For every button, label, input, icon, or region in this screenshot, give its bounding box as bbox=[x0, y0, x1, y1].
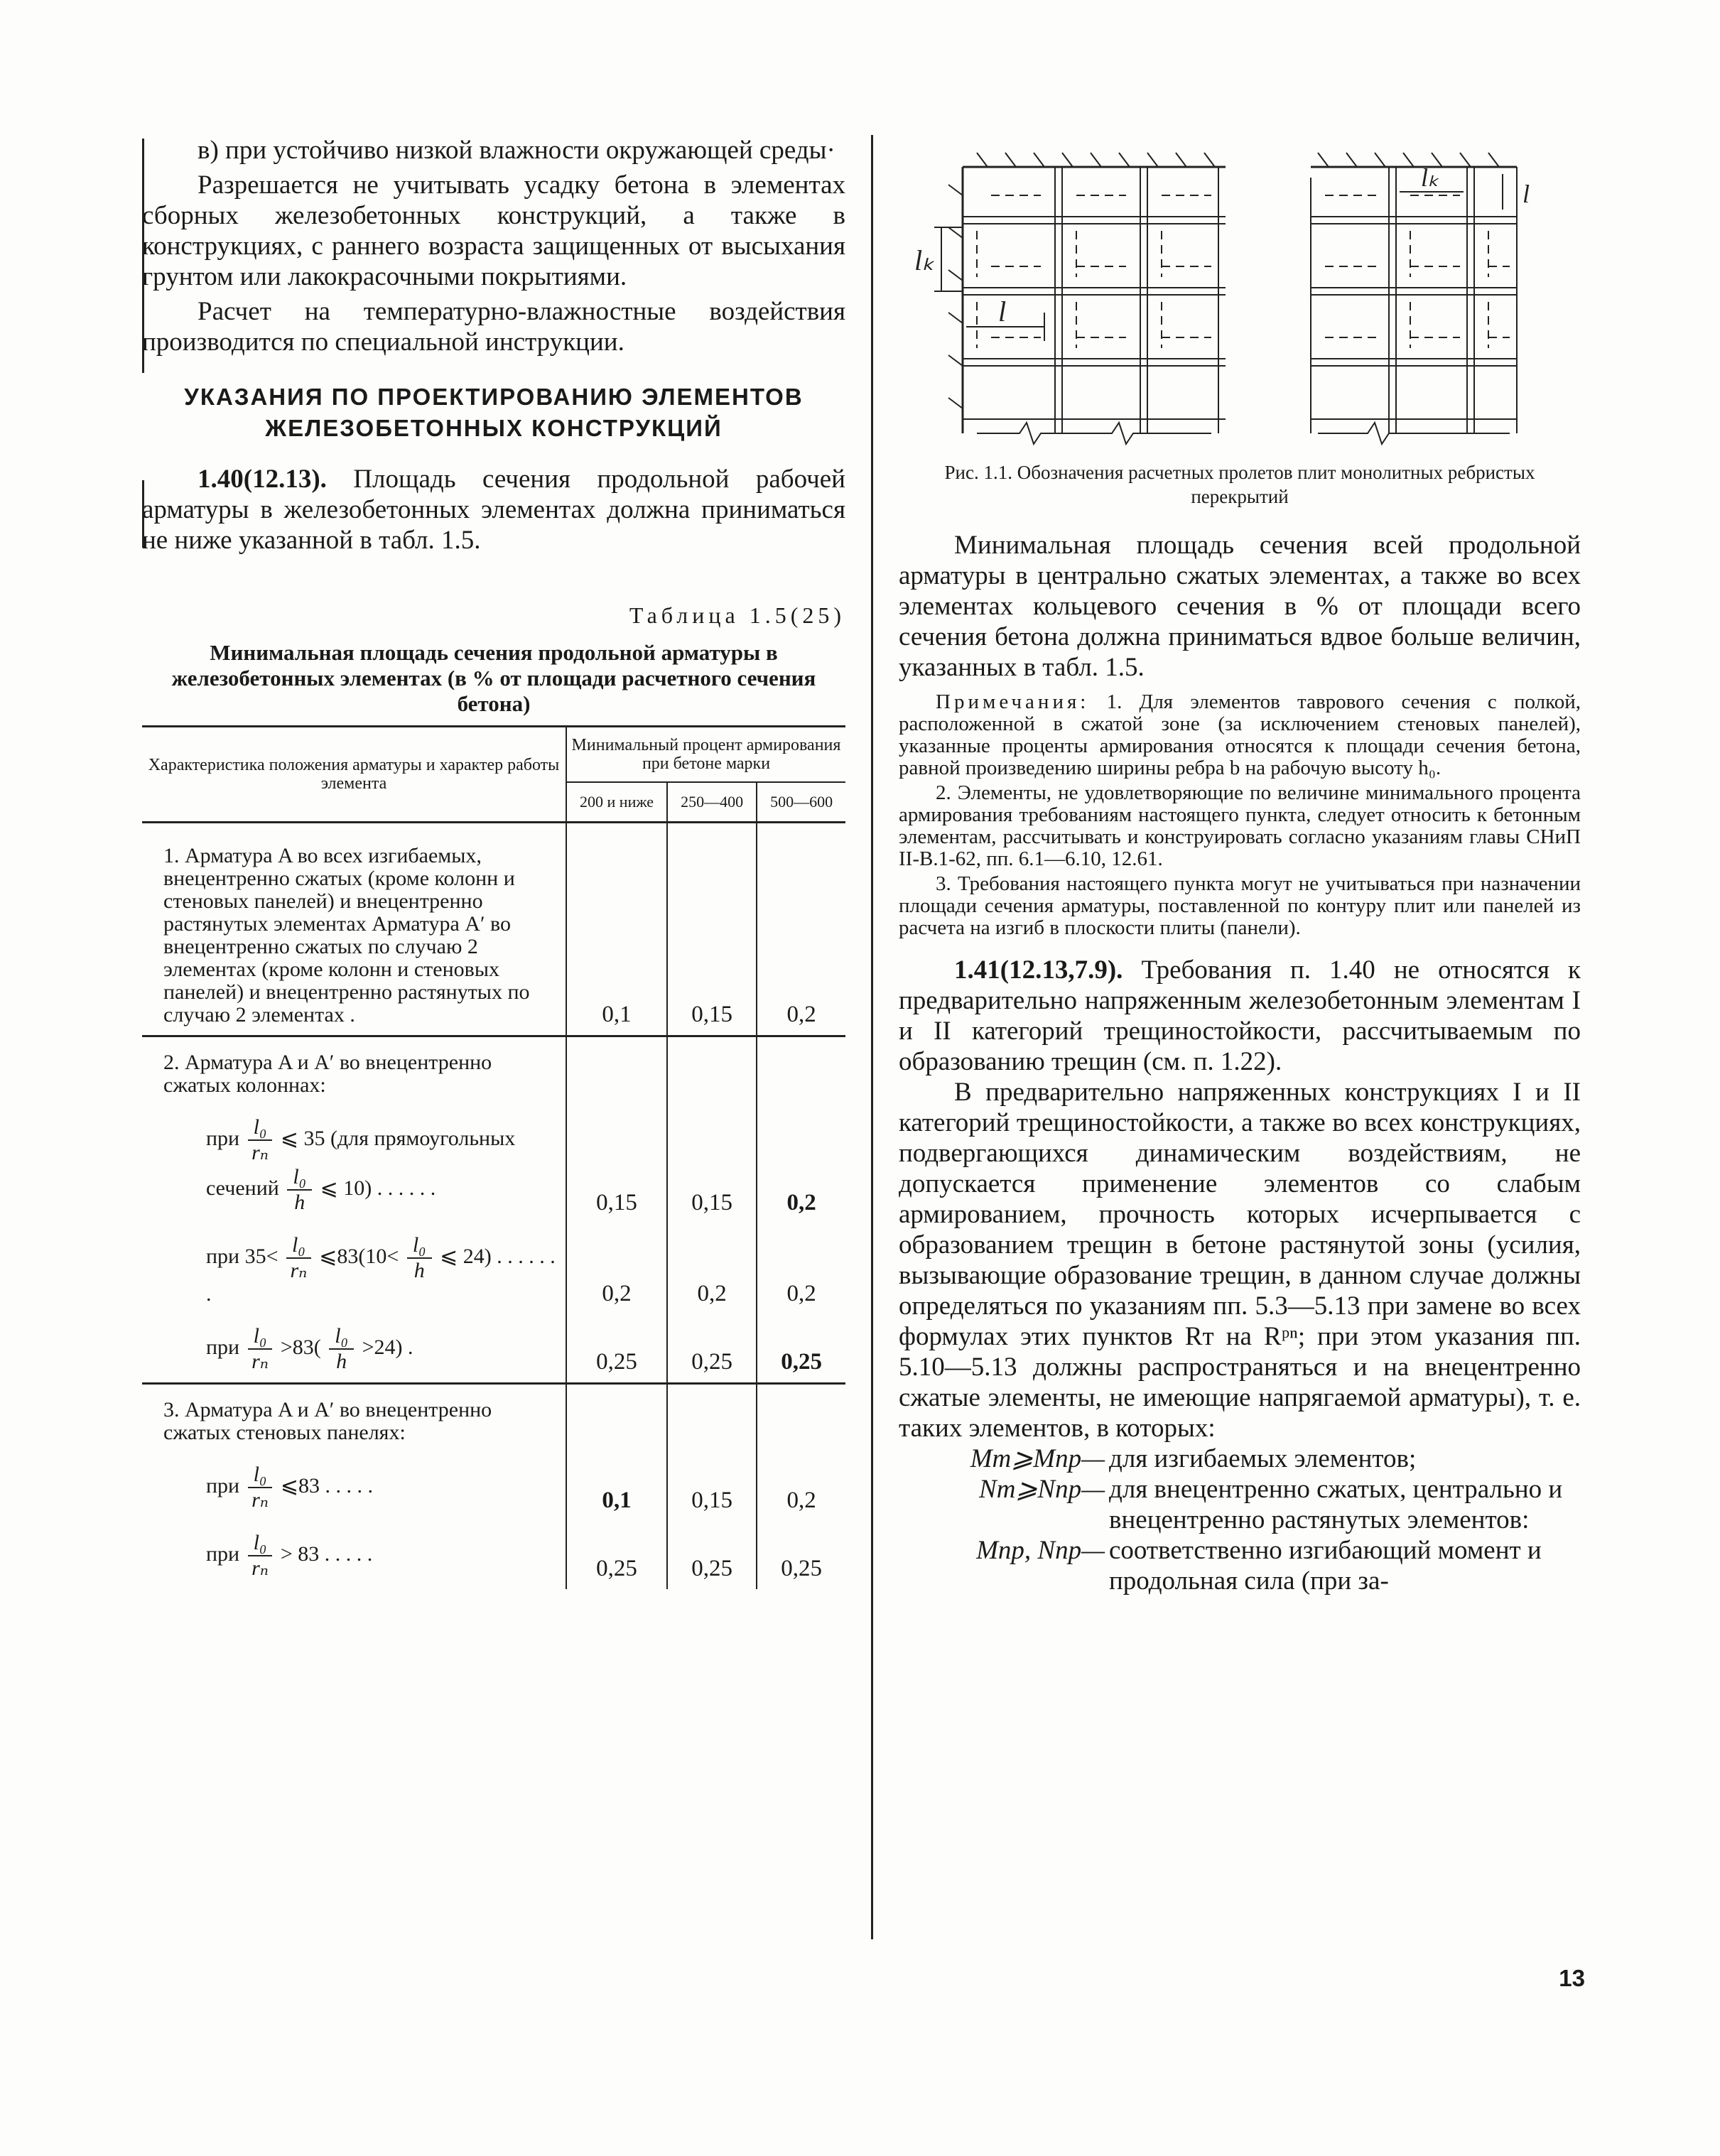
table-title: Минимальная площадь сечения продольной арматуры в железобетонных элементах (в % от площади расчетного сечения бетона) bbox=[171, 640, 816, 716]
table-row bbox=[142, 823, 845, 1036]
table-cell: 0,25 bbox=[667, 1314, 757, 1384]
table-cell: 0,25 bbox=[781, 1349, 822, 1375]
row-condition: при $\frac{\text{l₀}}{\text{rₙ}}$ ⩽83 . . . . . bbox=[142, 1453, 566, 1521]
table-cell: 0,2 bbox=[786, 1190, 816, 1215]
notes-heading: Примечания: bbox=[936, 690, 1090, 713]
table-row bbox=[142, 1384, 845, 1453]
figure-1-1 bbox=[899, 135, 1581, 448]
label-lk: lₖ bbox=[914, 244, 935, 276]
paragraph: Разрешается не учитывать усадку бетона в элементах сборных железобетонных конструкций, а также в конструкциях, с раннего возраста защищенных от высыхания грунтом или лакокрасочными покрытиями. bbox=[142, 170, 845, 291]
section-heading: УКАЗАНИЯ ПО ПРОЕКТИРОВАНИЮ ЭЛЕМЕНТОВ ЖЕЛЕЗОБЕТОННЫХ КОНСТРУКЦИЙ bbox=[184, 384, 804, 441]
table-cell: 0,15 bbox=[566, 1105, 667, 1223]
reinforcement-table bbox=[142, 725, 845, 1589]
header-grade-200: 200 и ниже bbox=[566, 782, 667, 823]
table-row bbox=[142, 1105, 845, 1223]
definition-text: соответственно изгибающий момент и продольная сила (при за- bbox=[1109, 1536, 1542, 1596]
table-cell: 0,15 bbox=[667, 823, 757, 1036]
table-cell: 0,1 bbox=[566, 1453, 667, 1521]
definition-row bbox=[899, 1443, 1581, 1474]
table-row bbox=[142, 1223, 845, 1314]
row-condition: при 35< $\frac{\text{l₀}}{\text{rₙ}}$ ⩽83(10< $\frac{\text{l₀}}{h}$ ⩽ 24) . . . . . . . bbox=[142, 1223, 566, 1314]
table-cell: 0,2 bbox=[786, 1281, 816, 1306]
row-condition: при $\frac{\text{l₀}}{\text{rₙ}}$ > 83 . . . . . bbox=[142, 1521, 566, 1589]
table-cell: 0,1 bbox=[566, 823, 667, 1036]
figure-caption: Рис. 1.1. Обозначения расчетных пролетов плит монолитных ребристых перекрытий bbox=[944, 462, 1535, 507]
notes bbox=[899, 691, 1581, 939]
table-caption: Таблица 1.5(25) bbox=[629, 602, 845, 628]
clause-text: Площадь сечения продольной рабочей арматуры в железобетонных элементах должна приниматься не ниже указанной в табл. 1.5. bbox=[142, 465, 845, 555]
clause-number: 1.40(12.13). bbox=[198, 465, 327, 494]
slab-plan-drawing bbox=[899, 135, 1581, 448]
right-column bbox=[899, 135, 1581, 1596]
row-description: 3. Арматура A и A′ во внецентренно сжатых стеновых панелях: bbox=[142, 1384, 566, 1453]
paragraph: Минимальная площадь сечения всей продольной арматуры в центрально сжатых элементах, а также во всех элементах кольцевого сечения в % от площади всего сечения бетона должна приниматься вдвое больше величин, указанных в табл. 1.5. bbox=[899, 531, 1581, 682]
fraction: $\frac{\text{l₀}}{\text{rₙ}}$ bbox=[248, 1463, 273, 1512]
fraction: $\frac{\text{l₀}}{h}$ bbox=[287, 1165, 312, 1215]
table-cell: 0,25 bbox=[667, 1521, 757, 1589]
table-row bbox=[142, 1036, 845, 1106]
paragraph: В предварительно напряженных конструкциях I и II категорий трещиностойкости, а также во всех конструкциях, подвергающихся динамическим воздействиям, не допускается применение элементов со слабым армированием, прочность которых исчерпывается с образованием трещин в бетоне растянутой зоны (усилия, вызывающие образование трещин, в данном случае должны определяться по указаниям пп. 5.3—5.13 при замене во всех формулах этих пунктов Rт на Rᵖⁿ; при этом указания пп. 5.10—5.13 должны распространяться и на внецентренно сжатые элементы, не имеющие напрягаемой арматуры), т. е. таких элементов, в которых: bbox=[899, 1078, 1581, 1443]
note-3: 3. Требования настоящего пункта могут не учитываться при назначении площади сечения арматуры, поставленной по контуру плит или панелей из расчета на изгиб в плоскости плиты (панели). bbox=[899, 872, 1581, 939]
paragraph: Расчет на температурно-влажностные воздействия производится по специальной инструкции. bbox=[142, 297, 845, 357]
fraction: $\frac{\text{l₀}}{\text{rₙ}}$ bbox=[286, 1233, 311, 1283]
definition-term: Mпр, Nпр— bbox=[976, 1536, 1105, 1565]
row-description: 2. Арматура A и A′ во внецентренно сжатых колоннах: bbox=[142, 1036, 566, 1106]
row-condition: при $\frac{\text{l₀}}{\text{rₙ}}$ >83( $\frac{\text{l₀}}{h}$ >24) . bbox=[142, 1314, 566, 1384]
label-lk: lₖ bbox=[1421, 163, 1439, 192]
table-cell: 0,15 bbox=[667, 1453, 757, 1521]
definition-row bbox=[899, 1474, 1581, 1535]
clause-1-41 bbox=[899, 955, 1581, 1077]
fraction: $\frac{\text{l₀}}{\text{rₙ}}$ bbox=[248, 1115, 273, 1165]
definition-text: для изгибаемых элементов; bbox=[1109, 1444, 1417, 1473]
header-grade-250-400: 250—400 bbox=[667, 782, 757, 823]
table-cell: 0,2 bbox=[667, 1223, 757, 1314]
header-characteristic: Характеристика положения арматуры и характер работы элемента bbox=[142, 727, 566, 823]
table-cell: 0,2 bbox=[786, 1488, 816, 1513]
clause-1-40 bbox=[142, 464, 845, 556]
fraction: $\frac{\text{l₀}}{\text{rₙ}}$ bbox=[248, 1531, 273, 1581]
paragraph: в) при устойчиво низкой влажности окружающей среды· bbox=[198, 136, 835, 165]
fraction: $\frac{\text{l₀}}{h}$ bbox=[407, 1233, 432, 1283]
row-description: 1. Арматура A во всех изгибаемых, внецентренно сжатых (кроме колонн и стеновых панелей) и внецентренно растянутых элементах Арматура A′ во внецентренно сжатых по случаю 2 элементах (кроме колонн и стеновых панелей) и внецентренно растянутых по случаю 2 элементах . bbox=[142, 823, 566, 1036]
note-1: Примечания: 1. Для элементов таврового сечения с полкой, расположенной в сжатой зоне (за исключением стеновых панелей), указанные проценты армирования относятся к площади сечения бетона, равной произведению ширины ребра b на рабочую высоту h₀. bbox=[899, 690, 1581, 779]
fraction: $\frac{\text{l₀}}{\text{rₙ}}$ bbox=[248, 1324, 273, 1374]
clause-text: Требования п. 1.40 не относятся к предварительно напряженным железобетонным элементам I и II категорий трещиностойкости, рассчитываемым по образованию трещин (см. п. 1.22). bbox=[899, 955, 1581, 1076]
note-2: 2. Элементы, не удовлетворяющие по величине минимального процента армирования требованиям настоящего пункта, следует относить к бетонным элементам, рассчитывать и конструировать согласно указаниям главы СНиП II-В.1-62, пп. 6.1—6.10, 12.61. bbox=[899, 781, 1581, 870]
table-cell: 0,25 bbox=[566, 1521, 667, 1589]
table-cell: 0,25 bbox=[566, 1314, 667, 1384]
table-cell: 0,15 bbox=[667, 1105, 757, 1223]
table-cell: 0,2 bbox=[786, 1002, 816, 1027]
definition-text: для внецентренно сжатых, центрально и внецентренно растянутых элементов: bbox=[1109, 1475, 1563, 1534]
column-rule bbox=[871, 135, 873, 1939]
table-row bbox=[142, 1314, 845, 1384]
table-row bbox=[142, 1521, 845, 1589]
fraction: $\frac{\text{l₀}}{h}$ bbox=[329, 1324, 354, 1374]
definition-row bbox=[899, 1535, 1581, 1596]
clause-number: 1.41(12.13,7.9). bbox=[954, 955, 1123, 985]
row-condition: при $\frac{\text{l₀}}{\text{rₙ}}$ ⩽ 35 (для прямоугольных сечений $\frac{\text{l₀}}{h}$ ⩽ 10) . . . . . . bbox=[142, 1105, 566, 1223]
table-row bbox=[142, 1453, 845, 1521]
table-cell: 0,2 bbox=[566, 1223, 667, 1314]
definition-term: Nт⩾Nпр— bbox=[979, 1475, 1105, 1504]
definition-term: Mт⩾Mпр— bbox=[970, 1444, 1105, 1473]
label-l: l bbox=[1522, 180, 1530, 208]
header-grade-500-600: 500—600 bbox=[770, 793, 833, 811]
left-column bbox=[142, 135, 845, 1589]
table-cell: 0,25 bbox=[781, 1556, 822, 1581]
header-min-percent: Минимальный процент армирования при бетоне марки bbox=[566, 727, 845, 783]
label-l: l bbox=[998, 296, 1007, 327]
page-number: 13 bbox=[1559, 1965, 1585, 1991]
